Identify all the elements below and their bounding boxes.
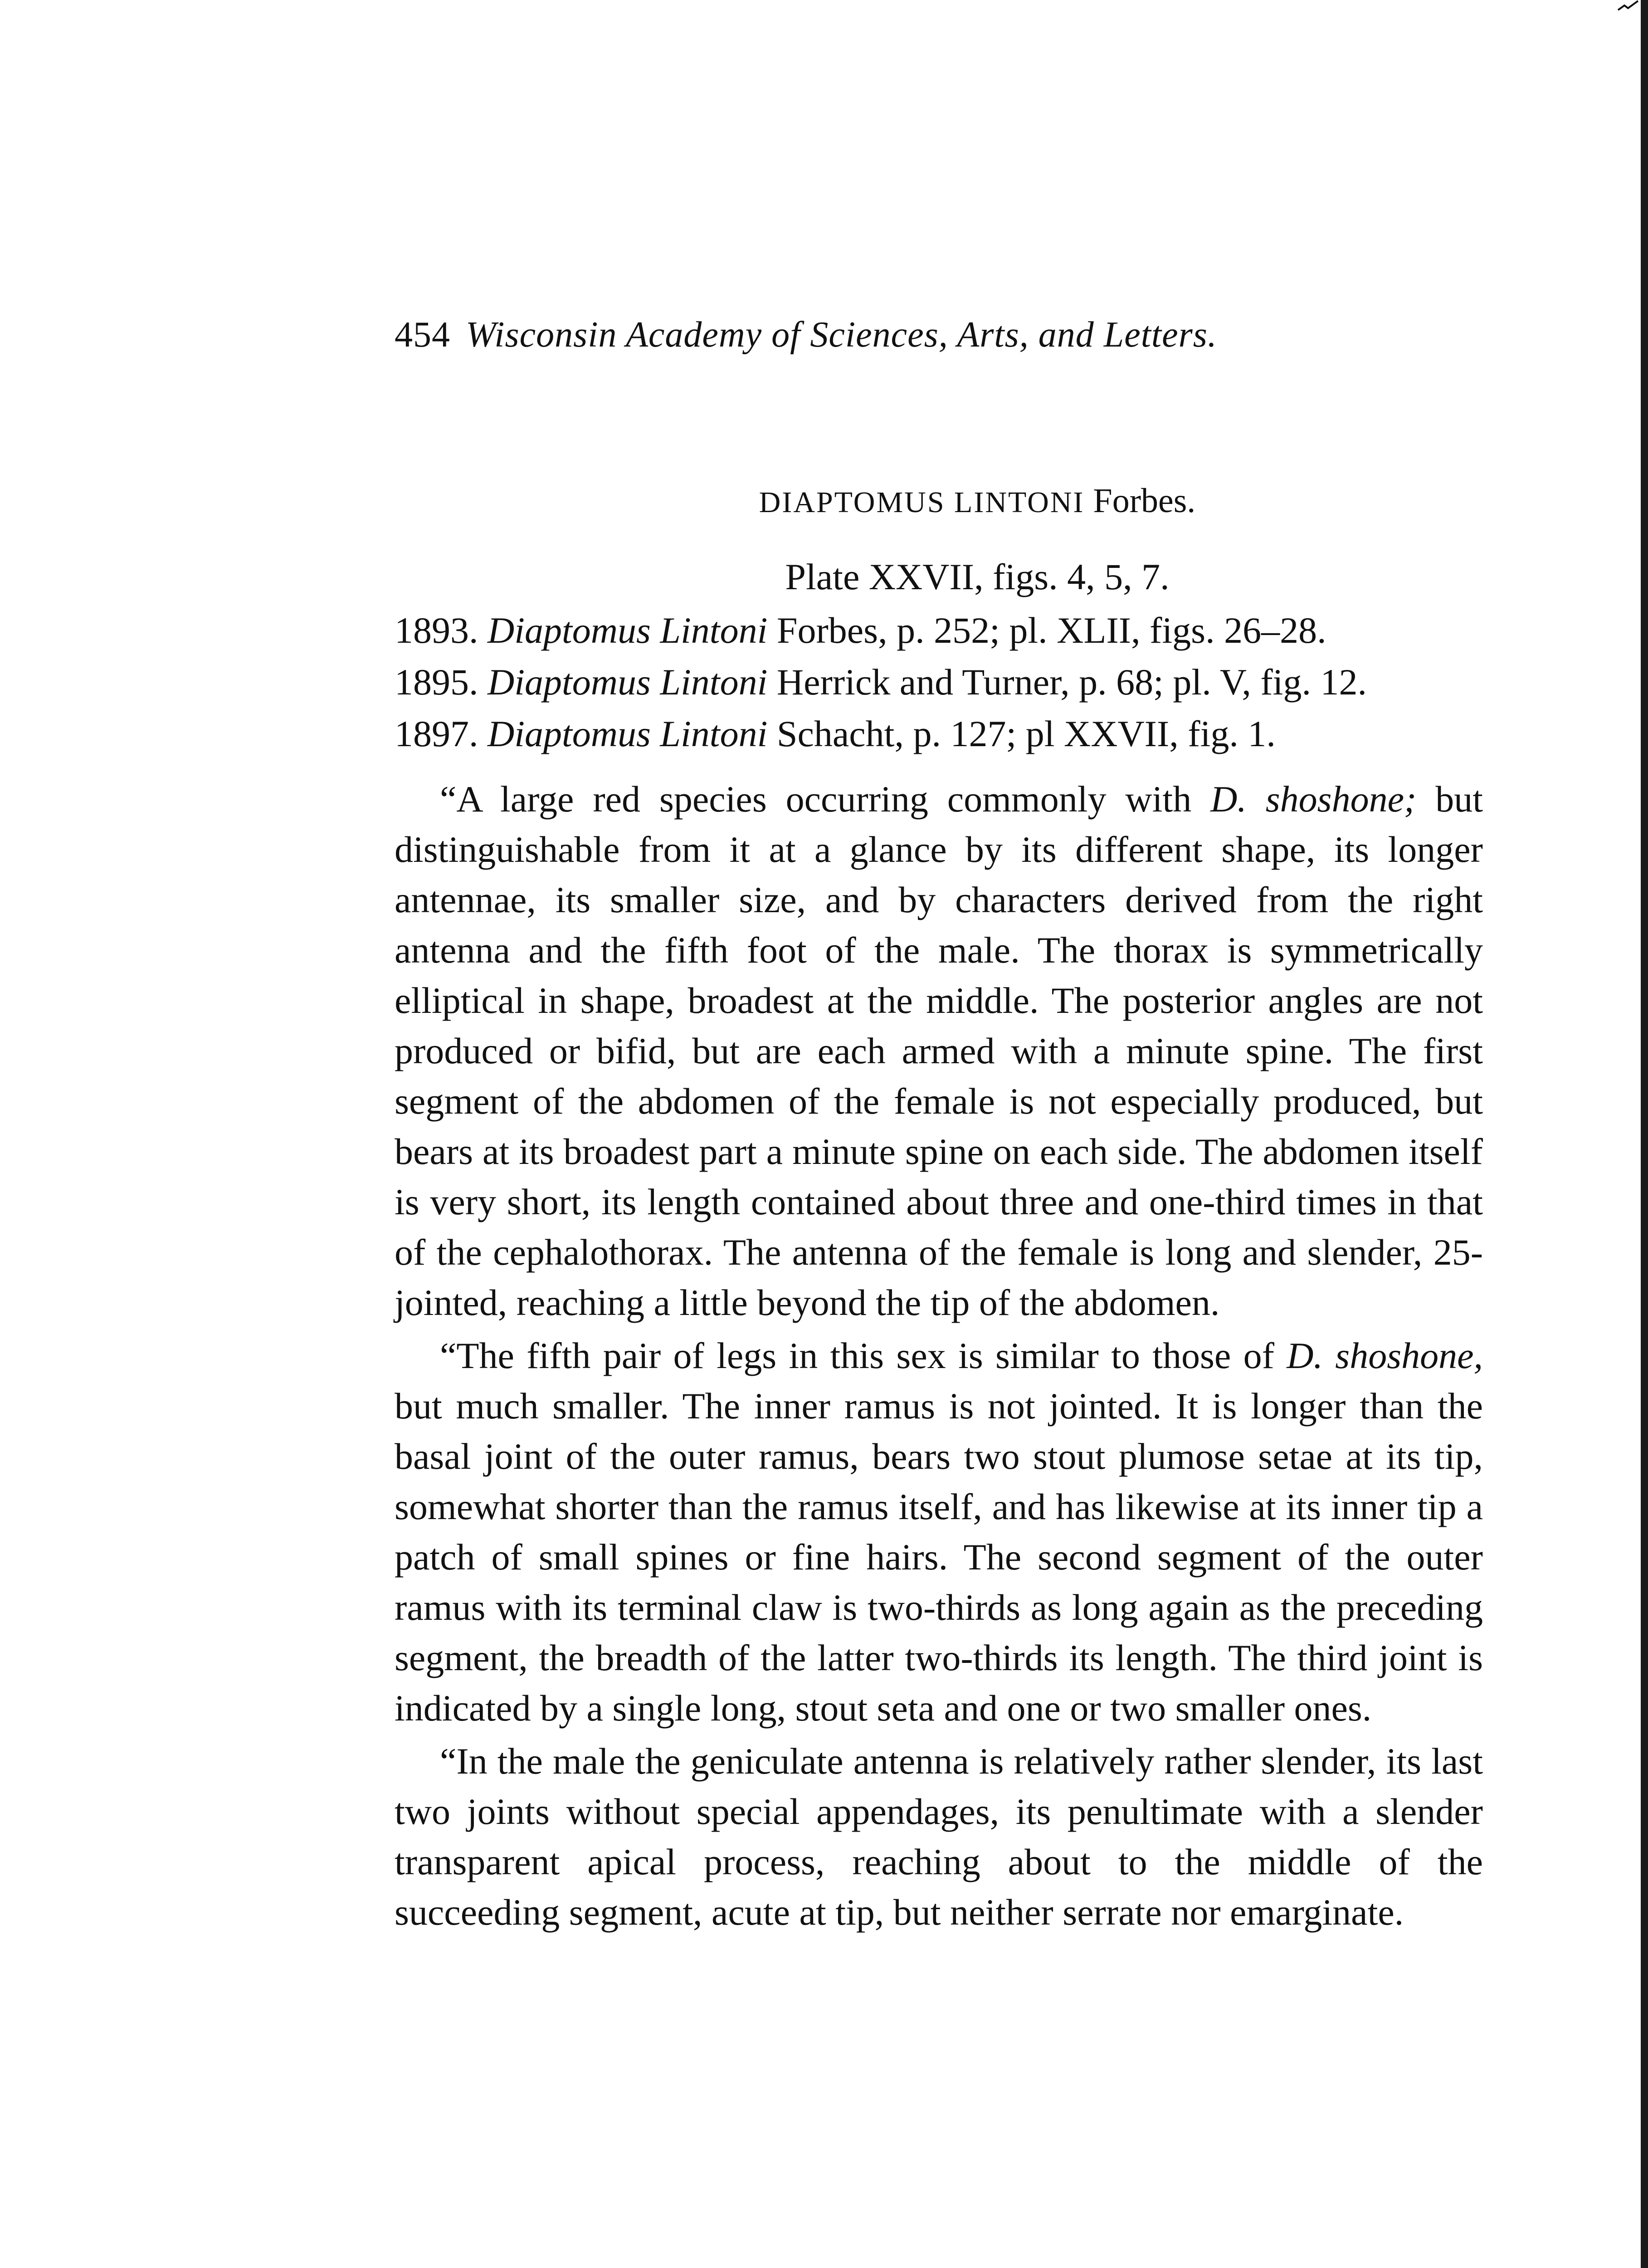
corner-mark-icon [1614, 0, 1642, 14]
synonymy-year: 1897. [395, 713, 478, 754]
synonymy-entry [395, 606, 1483, 655]
species-author: Forbes. [1093, 482, 1196, 520]
synonymy-citation: Herrick and Turner, p. 68; pl. V, fig. 12. [776, 661, 1367, 703]
scan-edge-right [1641, 0, 1648, 2268]
synonymy-entry [395, 658, 1483, 707]
paragraph-text: but much smaller. The inner ramus is not jointed. It is longer than the basal joint of the outer ramus, bears two stout plumose setae at its tip, somewhat shorter than the ramus itself, and has likewise at its inner tip a patch of small spines or fine hairs. The second segment of the outer ramus with its terminal claw is two-thirds as long again as the preceding segment, the breadth of the latter two-thirds its length. The third joint is indicated by a single long, stout seta and one or two smaller ones. [395, 1385, 1483, 1729]
paragraph-text: “A large red species occurring commonly with [440, 778, 1211, 820]
paragraph [395, 1330, 1483, 1733]
running-head [395, 313, 1483, 357]
plate-reference: Plate XXVII, figs. 4, 5, 7. [785, 556, 1170, 597]
paragraph-text: “The fifth pair of legs in this sex is similar to those of [440, 1335, 1287, 1376]
journal-title: Wisconsin Academy of Sciences, Arts, and Letters. [466, 315, 1217, 355]
synonymy-year: 1895. [395, 661, 478, 703]
synonymy-year: 1893. [395, 610, 478, 651]
paragraph-text: but distinguishable from it at a glance by its different shape, its longer antennae, its smaller size, and by characters derived from the right antenna and the fifth foot of the male. The thorax is symmetrically elliptical in shape, broadest at the middle. The posterior angles are not produced or bifid, but are each armed with a minute spine. The first segment of the abdomen of the female is not especially produced, but bears at its broadest part a minute spine on each side. The abdomen itself is very short, its length contained about three and one-third times in that of the cephalothorax. The antenna of the female is long and slender, 25-jointed, reaching a little beyond the tip of the abdomen. [395, 778, 1483, 1323]
synonymy-entry [395, 709, 1483, 758]
page-number: 454 [395, 315, 450, 355]
species-name: DIAPTOMUS LINTONI [759, 486, 1085, 519]
synonymy-name: Diaptomus Lintoni [488, 610, 768, 651]
synonymy-list [395, 606, 1483, 758]
synonymy-citation: Schacht, p. 127; pl XXVII, fig. 1. [776, 713, 1276, 754]
species-italic: D. shoshone, [1287, 1335, 1483, 1376]
synonymy-name: Diaptomus Lintoni [488, 713, 768, 754]
paragraph-text: “In the male the geniculate antenna is relatively rather slender, its last two joints without special appendages, its penultimate with a slender transparent apical process, reaching about to the middle of the succeeding segment, acute at tip, but neither serrate nor emarginate. [395, 1740, 1483, 1933]
paragraph [395, 774, 1483, 1328]
page-content [395, 313, 1483, 1940]
species-heading [395, 479, 1483, 524]
description-body [395, 774, 1483, 1937]
synonymy-name: Diaptomus Lintoni [488, 661, 768, 703]
species-italic: D. shoshone; [1210, 778, 1417, 820]
paragraph [395, 1736, 1483, 1937]
synonymy-citation: Forbes, p. 252; pl. XLII, figs. 26–28. [776, 610, 1326, 651]
